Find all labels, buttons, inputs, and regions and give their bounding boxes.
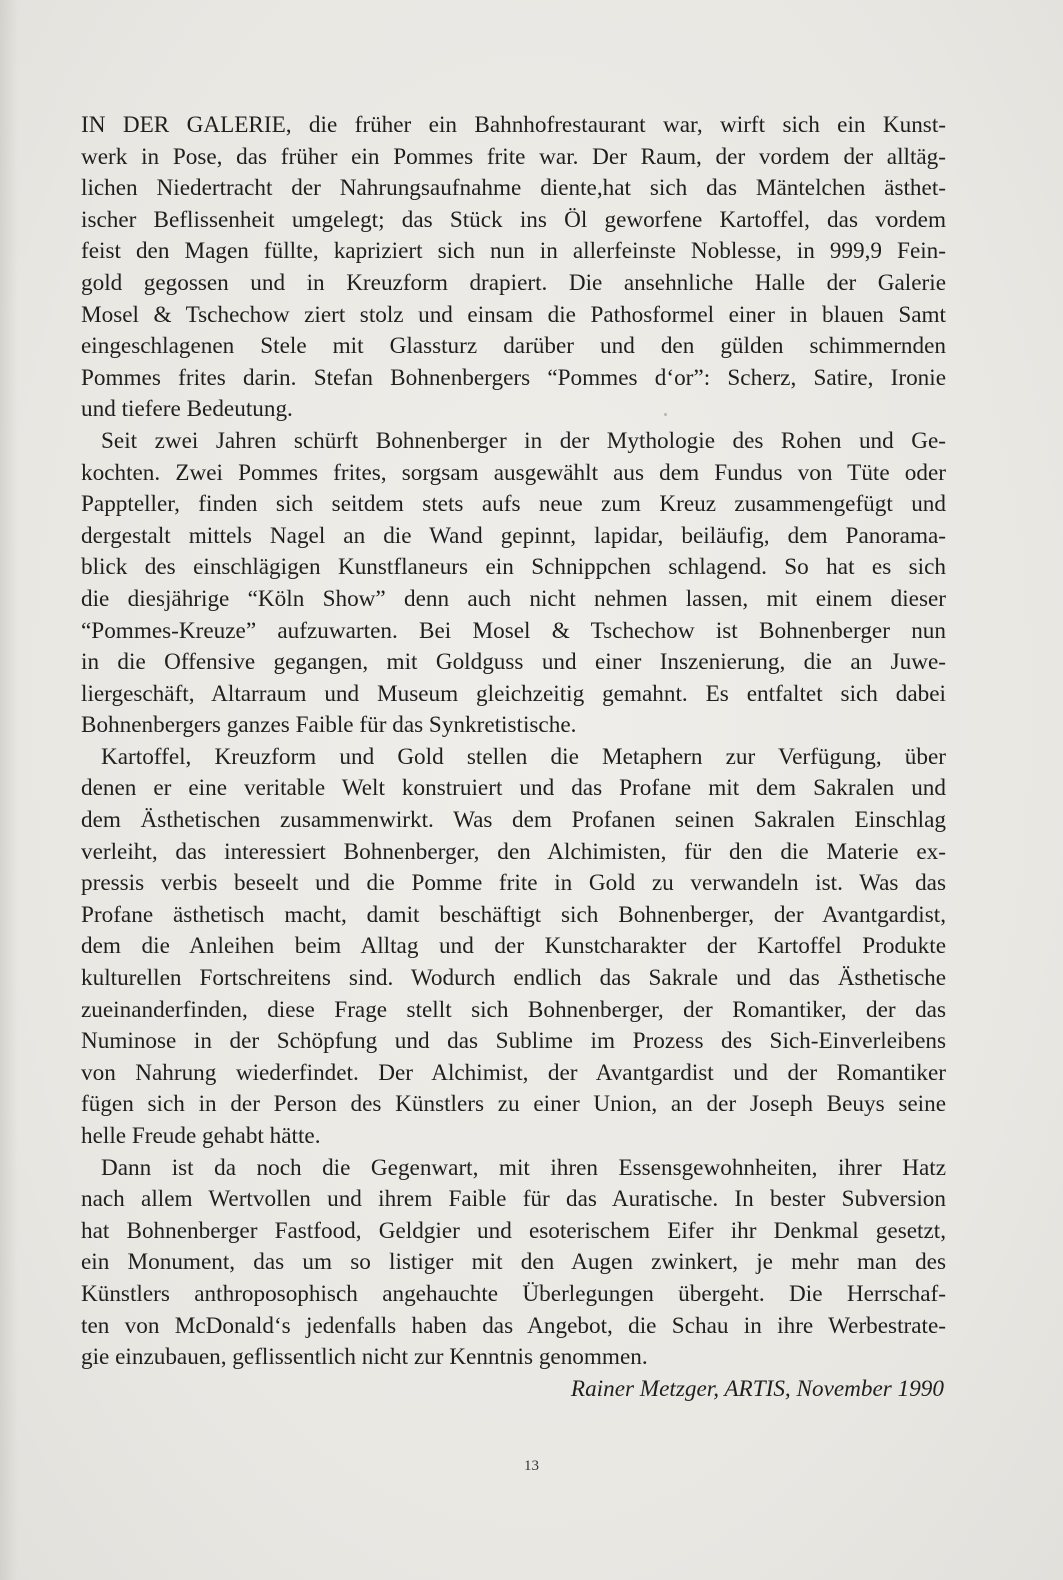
text-line: die diesjährige “Köln Show” denn auch nicht nehmen lassen, mit einem dieser	[81, 585, 946, 612]
text-line: lichen Niedertracht der Nahrungsaufnahme diente,hat sich das Mäntelchen ästhet-	[81, 175, 946, 202]
text-line: Numinose in der Schöpfung und das Sublime im Prozess des Sich-Einverleibens	[81, 1028, 946, 1055]
text-line: gie einzubauen, geflissentlich nicht zur Kenntnis genommen.	[81, 1344, 648, 1371]
text-line: Pommes frites darin. Stefan Bohnenbergers “Pommes d‘or”: Scherz, Satire, Ironie	[81, 364, 946, 391]
text-line: blick des einschlägigen Kunstflaneurs ein Schnippchen schlagend. So hat es sich	[81, 554, 946, 581]
article-body	[81, 110, 946, 1374]
text-line: Künstlers anthroposophisch angehauchte Überlegungen übergeht. Die Herrschaf-	[81, 1280, 946, 1307]
text-line: eingeschlagenen Stele mit Glassturz darüber und den gülden schimmernden	[81, 333, 946, 360]
text-line: Pappteller, finden sich seitdem stets aufs neue zum Kreuz zusammengefügt und	[81, 491, 946, 518]
text-line: in die Offensive gegangen, mit Goldguss und einer Inszenierung, die an Juwe-	[81, 649, 946, 676]
text-line: Mosel & Tschechow ziert stolz und einsam die Pathosformel einer in blauen Samt	[81, 301, 946, 328]
text-line: dergestalt mittels Nagel an die Wand gepinnt, lapidar, beiläufig, dem Panorama-	[81, 522, 946, 549]
page-edge-shadow	[0, 0, 18, 1580]
text-line: helle Freude gehabt hätte.	[81, 1123, 321, 1149]
paragraph	[81, 110, 946, 426]
text-line: hat Bohnenberger Fastfood, Geldgier und esoterischem Eifer ihr Denkmal gesetzt,	[81, 1217, 946, 1244]
text-line: werk in Pose, das früher ein Pommes frite war. Der Raum, der vordem der alltäg-	[81, 143, 946, 170]
page-number: 13	[524, 1458, 539, 1474]
author-signature: Rainer Metzger, ARTIS, November 1990	[570, 1376, 944, 1402]
text-line: zueinanderfinden, diese Frage stellt sich Bohnenberger, der Romantiker, der das	[81, 996, 946, 1023]
text-line: dem die Anleihen beim Alltag und der Kunstcharakter der Kartoffel Produkte	[81, 933, 946, 960]
text-line: und tiefere Bedeutung.	[81, 396, 293, 423]
text-line: Profane ästhetisch macht, damit beschäftigt sich Bohnenberger, der Avantgardist,	[81, 901, 946, 928]
paragraph	[81, 742, 946, 1153]
text-line: “Pommes-Kreuze” aufzuwarten. Bei Mosel & Tschechow ist Bohnenberger nun	[81, 617, 946, 644]
text-line: kulturellen Fortschreitens sind. Wodurch endlich das Sakrale und das Ästhetische	[81, 965, 946, 992]
text-line: ten von McDonald‘s jedenfalls haben das Angebot, die Schau in ihre Werbestrate-	[81, 1312, 946, 1339]
text-line: gold gegossen und in Kreuzform drapiert. Die ansehnliche Halle der Galerie	[81, 269, 946, 296]
text-line: verleiht, das interessiert Bohnenberger, den Alchimisten, für den die Materie ex-	[81, 838, 946, 865]
text-line: IN DER GALERIE, die früher ein Bahnhofrestaurant war, wirft sich ein Kunst-	[81, 112, 946, 138]
text-line: denen er eine veritable Welt konstruiert und das Profane mit dem Sakralen und	[81, 775, 946, 802]
text-line: von Nahrung wiederfindet. Der Alchimist, der Avantgardist und der Romantiker	[81, 1059, 946, 1086]
text-line: ischer Beflissenheit umgelegt; das Stück ins Öl geworfene Kartoffel, das vordem	[81, 206, 946, 233]
text-line: Bohnenbergers ganzes Faible für das Synkretistische.	[81, 712, 577, 739]
text-line: kochten. Zwei Pommes frites, sorgsam ausgewählt aus dem Fundus von Tüte oder	[81, 459, 946, 486]
text-line: feist den Magen füllte, kapriziert sich nun in allerfeinste Noblesse, in 999,9 Fein-	[81, 238, 946, 265]
text-line: dem Ästhetischen zusammenwirkt. Was dem Profanen seinen Sakralen Einschlag	[81, 807, 946, 834]
text-line: Kartoffel, Kreuzform und Gold stellen die Metaphern zur Verfügung, über	[101, 743, 946, 770]
paragraph	[81, 1153, 946, 1374]
text-line: nach allem Wertvollen und ihrem Faible für das Auratische. In bester Subversion	[81, 1186, 946, 1213]
text-line: liergeschäft, Altarraum und Museum gleichzeitig gemahnt. Es entfaltet sich dabei	[81, 680, 946, 707]
text-line: fügen sich in der Person des Künstlers zu einer Union, an der Joseph Beuys seine	[81, 1091, 946, 1118]
text-line: Dann ist da noch die Gegenwart, mit ihren Essensgewohnheiten, ihrer Hatz	[101, 1154, 946, 1181]
text-line: ein Monument, das um so listiger mit den Augen zwinkert, je mehr man des	[81, 1249, 946, 1276]
text-line: pressis verbis beseelt und die Pomme frite in Gold zu verwandeln ist. Was das	[81, 870, 946, 897]
paragraph	[81, 426, 946, 742]
text-line: Seit zwei Jahren schürft Bohnenberger in der Mythologie des Rohen und Ge-	[101, 427, 946, 454]
